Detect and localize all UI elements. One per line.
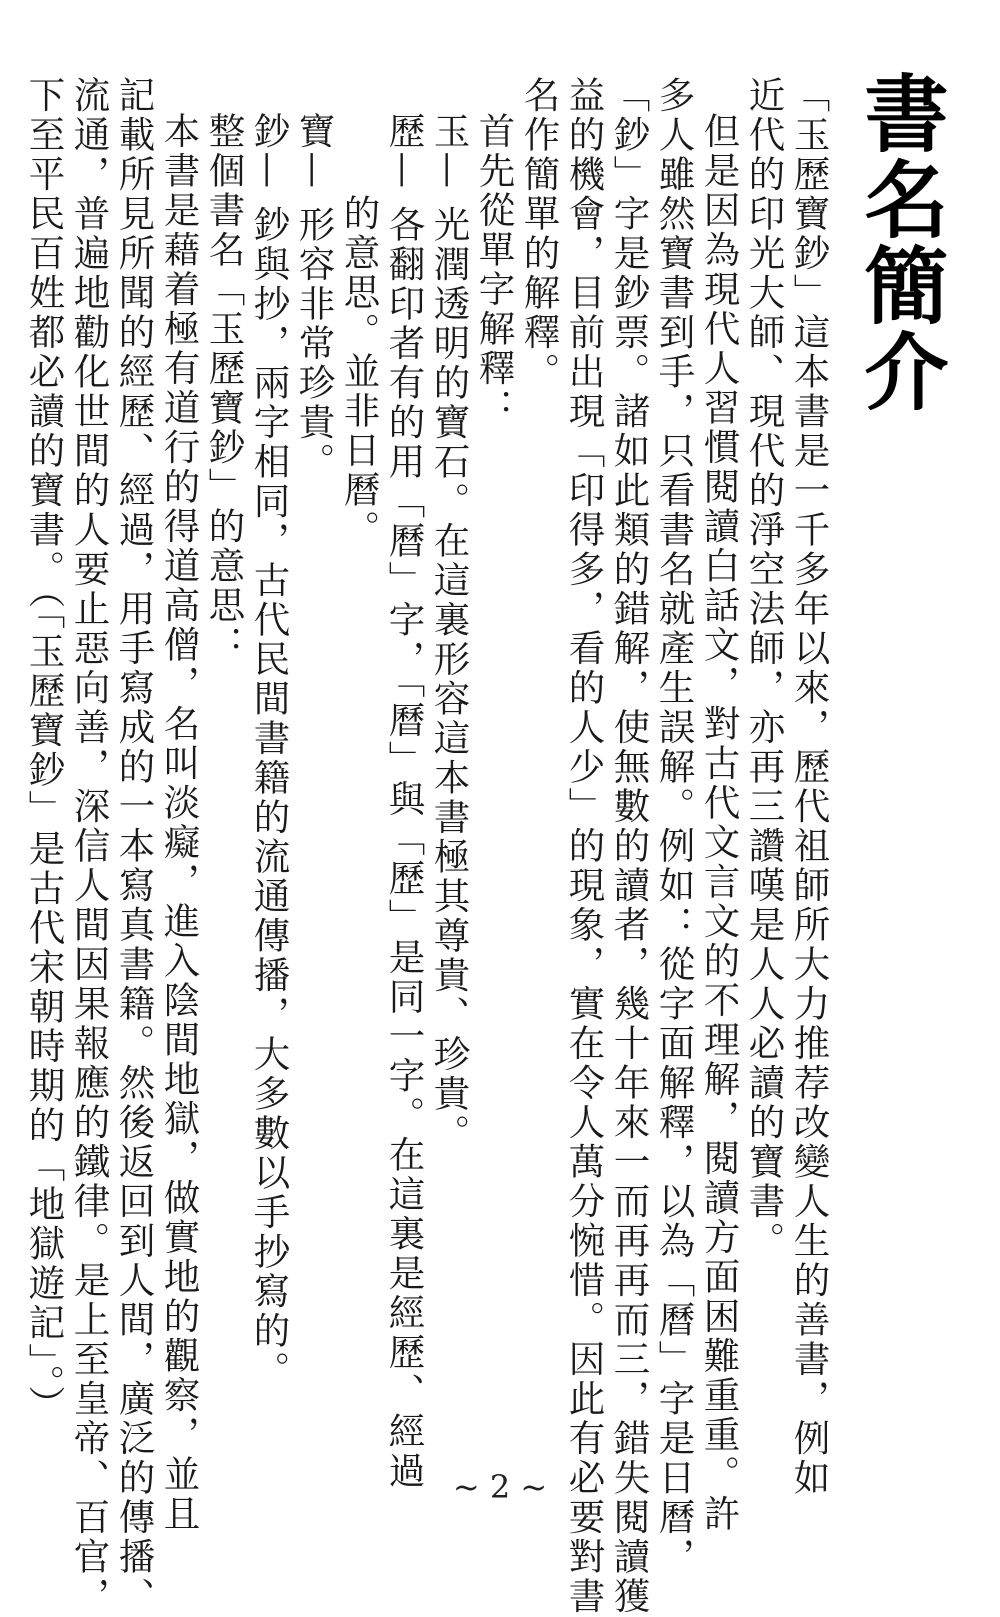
text-column: 首先從單字解釋： bbox=[473, 112, 516, 428]
definition-jade: 玉— 光潤透明的寶石。在這裏形容這本書極其尊貴、珍貴。 bbox=[428, 112, 471, 1154]
definition-bao: 寶— 形容非常珍貴。 bbox=[293, 112, 336, 483]
text-column: 本書是藉着極有道行的得道高僧，名叫淡癡，進入陰間地獄，做實地的觀察，並且 bbox=[158, 112, 201, 1534]
page-title: 書名簡介 bbox=[851, 70, 950, 414]
text-column: 益的機會，目前出現「印得多，看的人少」的現象，實在令人萬分惋惜。因此有必要對書 bbox=[563, 76, 606, 1617]
text-column: 流通，普遍地勸化世間的人要止惡向善，深信人間因果報應的鐵律。是上至皇帝、百官， bbox=[68, 76, 111, 1617]
text-column: 的意思。並非日曆。 bbox=[338, 194, 381, 550]
text-column: 多人雖然寶書到手，只看書名就產生誤解。例如：從字面解釋，以為「曆」字是日曆， bbox=[653, 76, 696, 1577]
text-column: 近代的印光大師、現代的淨空法師，亦再三讚嘆是人人必讀的寶書。 bbox=[743, 76, 786, 1261]
text-column: 名作簡單的解釋。 bbox=[518, 76, 561, 392]
text-column: 「玉歷寶鈔」這本書是一千多年以來，歷代祖師所大力推荐改變人生的善書，例如 bbox=[788, 76, 831, 1498]
definition-li: 歷— 各翻印者有的用「曆」字，「曆」與「歷」是同一字。在這裏是經歷、經過 bbox=[383, 112, 426, 1491]
text-column: 整個書名「玉歷寶鈔」的意思： bbox=[203, 112, 246, 665]
definition-chao: 鈔— 鈔與抄，兩字相同，古代民間書籍的流通傳播，大多數以手抄寫的。 bbox=[248, 112, 291, 1391]
page-number: ~ 2 ~ bbox=[452, 1468, 548, 1506]
text-column: 但是因為現代人習慣閱讀白話文，對古代文言文的不理解，閱讀方面困難重重。許 bbox=[698, 112, 741, 1534]
text-column: 下至平民百姓都必讀的寶書。（「玉歷寶鈔」是古代宋朝時期的「地獄遊記」。） bbox=[23, 76, 66, 1425]
text-column: 記載所見所聞的經歷、經過，用手寫成的一本寫真書籍。然後返回到人間，廣泛的傳播、 bbox=[113, 76, 156, 1617]
body-text bbox=[23, 76, 832, 1617]
text-column: 「鈔」字是鈔票。諸如此類的錯解，使無數的讀者，幾十年來一而再再而三，錯失閱讀獲 bbox=[608, 76, 651, 1617]
